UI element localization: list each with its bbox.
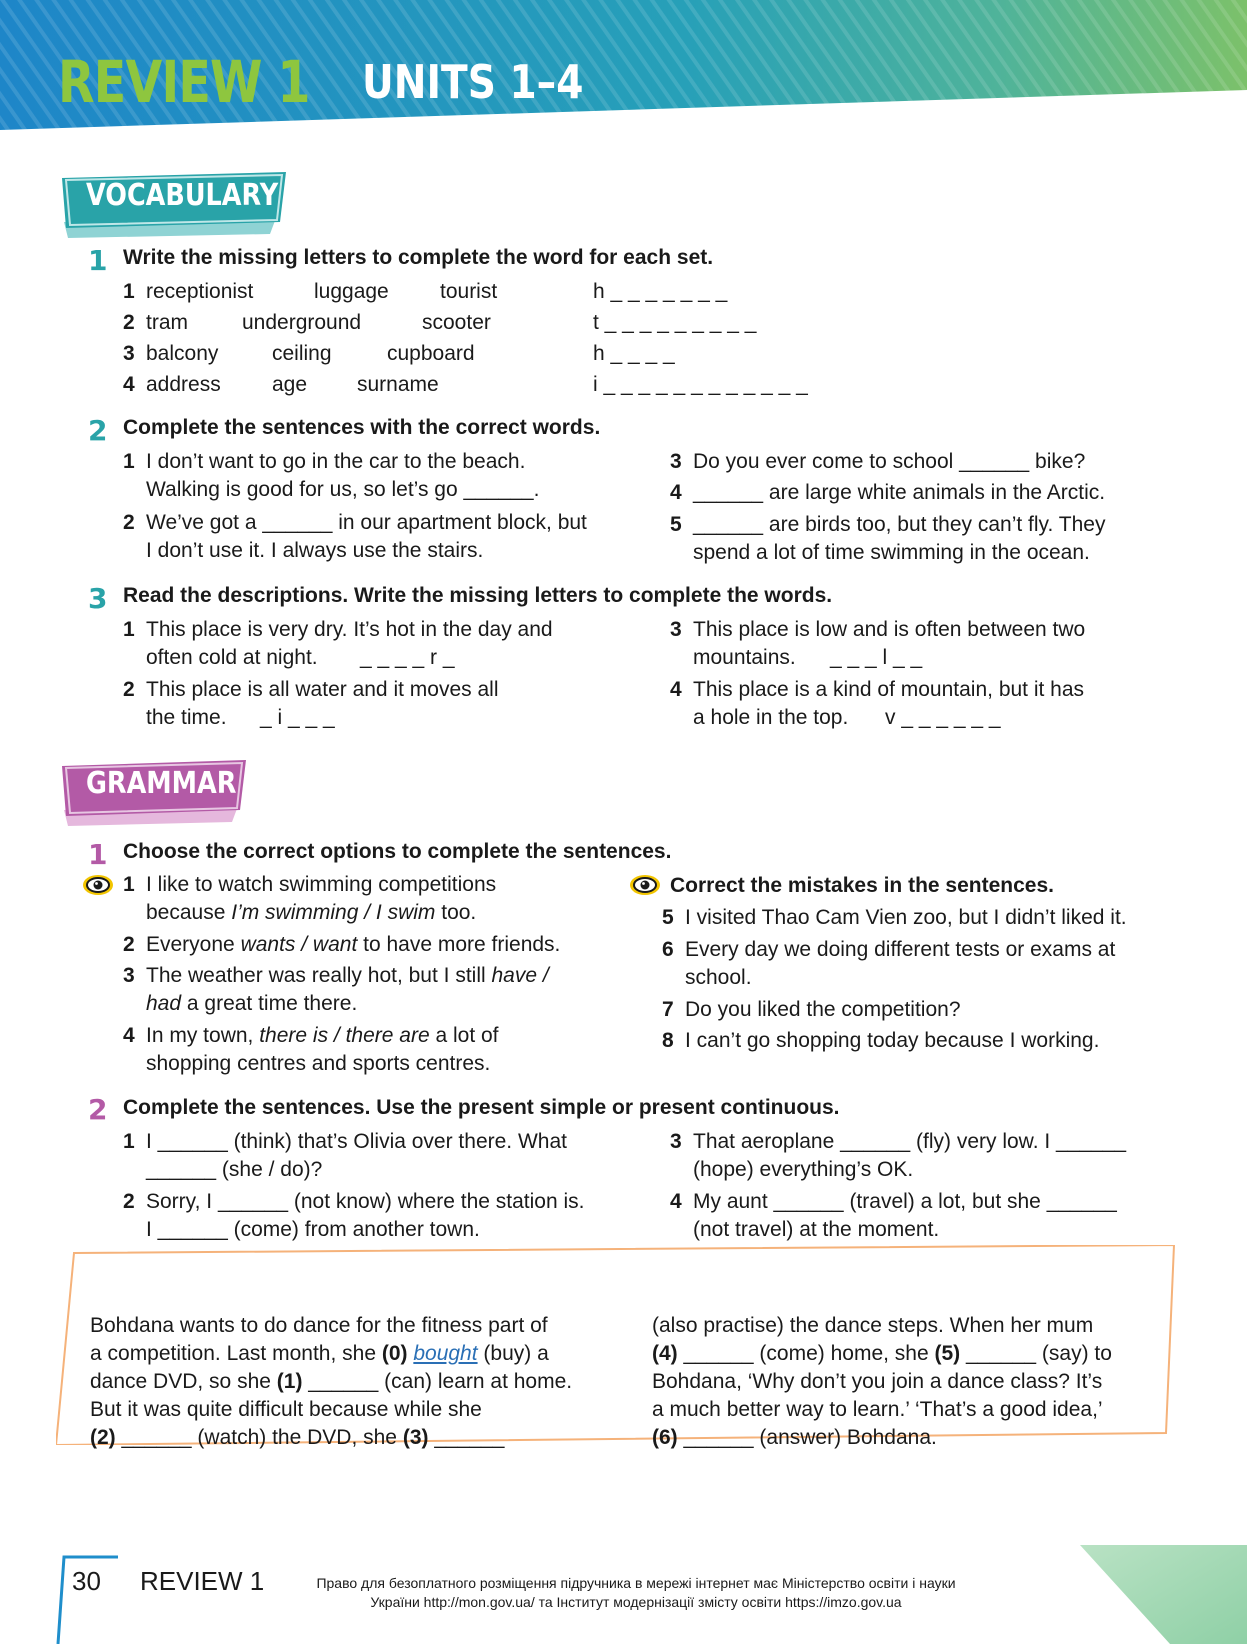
- sentence: [146, 899, 476, 927]
- text: a lot of: [429, 1024, 499, 1047]
- item-number: 2: [123, 311, 135, 334]
- answer-blank[interactable]: h _ _ _ _: [593, 342, 675, 365]
- item-number: 5: [662, 906, 674, 929]
- vocab-ex3-instruction: Read the descriptions. Write the missing letters to complete the words.: [123, 584, 833, 607]
- answer-blank[interactable]: ______ (answer) Bohdana.: [677, 1426, 937, 1449]
- answer-blank[interactable]: ______ (can) learn at home.: [302, 1370, 573, 1393]
- grammar-ex2-instruction: Complete the sentences. Use the present simple or present continuous.: [123, 1096, 840, 1119]
- answer-blank[interactable]: ______: [428, 1426, 505, 1449]
- sentence: [146, 1022, 499, 1050]
- answer-blank[interactable]: _ _ _ l _ _: [830, 646, 923, 669]
- footer-review-label: REVIEW 1: [140, 1566, 265, 1596]
- answer-blank[interactable]: i _ _ _ _ _ _ _ _ _ _ _ _: [593, 373, 808, 396]
- set-word: receptionist: [146, 280, 254, 303]
- answer-blank[interactable]: h _ _ _ _ _ _ _: [593, 280, 728, 303]
- gap-number: (0): [381, 1342, 408, 1365]
- answer-blank[interactable]: t _ _ _ _ _ _ _ _ _: [593, 311, 757, 334]
- gap-number: (1): [276, 1370, 303, 1393]
- option-choice[interactable]: wants / want: [240, 933, 358, 956]
- description: often cold at night.: [146, 646, 318, 669]
- item-number: 4: [123, 1024, 135, 1047]
- vocab-ex2-instruction: Complete the sentences with the correct words.: [123, 416, 601, 439]
- description: This place is very dry. It’s hot in the day and: [146, 618, 553, 641]
- text: because: [146, 901, 232, 924]
- set-word: luggage: [314, 280, 389, 303]
- sentence: I ______ (come) from another town.: [146, 1218, 480, 1241]
- sentence: Do you liked the competition?: [685, 998, 961, 1021]
- passage-line: Bohdana wants to do dance for the fitness part of: [90, 1314, 548, 1337]
- option-choice[interactable]: have /: [491, 964, 549, 987]
- set-word: address: [146, 373, 221, 396]
- vocab-ex1-number: 1: [88, 244, 108, 277]
- sentence: ______ are birds too, but they can’t fly. They: [693, 513, 1106, 536]
- sentence: (hope) everything’s OK.: [693, 1158, 914, 1181]
- eye-icon: [82, 873, 114, 897]
- text: (buy) a: [477, 1342, 549, 1365]
- sentence: I can’t go shopping today because I working.: [685, 1029, 1100, 1052]
- item-number: 2: [123, 933, 135, 956]
- option-choice[interactable]: there is / there are: [259, 1024, 430, 1047]
- sentence: That aeroplane ______ (fly) very low. I ______: [693, 1130, 1127, 1153]
- passage-line: [90, 1368, 572, 1396]
- sentence: We’ve got a ______ in our apartment block, but: [146, 511, 587, 534]
- grammar-ex1-number: 1: [88, 838, 108, 871]
- sentence: school.: [685, 966, 752, 989]
- item-number: 3: [670, 450, 682, 473]
- passage-line: Bohdana, ‘Why don’t you join a dance class? It’s: [652, 1370, 1103, 1393]
- sentence: Every day we doing different tests or exams at: [685, 938, 1116, 961]
- item-number: 8: [662, 1029, 674, 1052]
- correct-mistakes-instruction: Correct the mistakes in the sentences.: [670, 874, 1054, 897]
- gap-number: (6): [652, 1426, 678, 1449]
- description: the time.: [146, 706, 227, 729]
- sentence: ______ are large white animals in the Arctic.: [693, 481, 1106, 504]
- text: a competition. Last month, she: [90, 1342, 382, 1365]
- text: The weather was really hot, but I still: [146, 964, 492, 987]
- footer-copyright-note: [256, 1574, 1016, 1612]
- sentence: spend a lot of time swimming in the ocean.: [693, 541, 1090, 564]
- text: In my town,: [146, 1024, 260, 1047]
- set-word: ceiling: [272, 342, 332, 365]
- vocabulary-badge: [62, 170, 292, 222]
- vocabulary-badge-label: VOCABULARY: [86, 178, 279, 213]
- set-word: tourist: [440, 280, 498, 303]
- footer-corner-stripe: [1080, 1545, 1247, 1644]
- item-number: 1: [123, 618, 135, 641]
- text: Everyone: [146, 933, 241, 956]
- units-title: UNITS 1–4: [362, 55, 584, 109]
- answer-blank[interactable]: ______ (watch) the DVD, she: [115, 1426, 403, 1449]
- gap-number: (5): [934, 1342, 961, 1365]
- eye-icon: [629, 873, 661, 897]
- item-number: 5: [670, 513, 682, 536]
- set-word: balcony: [146, 342, 219, 365]
- item-number: 2: [123, 1190, 135, 1213]
- grammar-badge: [62, 758, 252, 810]
- answer-blank[interactable]: v _ _ _ _ _ _: [885, 706, 1001, 729]
- text: a great time there.: [181, 992, 358, 1015]
- description: This place is all water and it moves all: [146, 678, 499, 701]
- example-answer: bought: [413, 1342, 478, 1365]
- text: too.: [435, 901, 477, 924]
- set-word: age: [272, 373, 308, 396]
- description: mountains.: [693, 646, 796, 669]
- set-word: underground: [242, 311, 362, 334]
- vocab-ex1-instruction: Write the missing letters to complete the word for each set.: [123, 246, 714, 269]
- sentence: Sorry, I ______ (not know) where the station is.: [146, 1190, 585, 1213]
- gap-number: (3): [402, 1426, 429, 1449]
- description: a hole in the top.: [693, 706, 849, 729]
- item-number: 2: [123, 678, 135, 701]
- text: to have more friends.: [357, 933, 561, 956]
- answer-blank[interactable]: _ _ _ _ r _: [360, 646, 455, 669]
- item-number: 4: [123, 373, 135, 396]
- copyright-line: України http://mon.gov.ua/ та Інститут модернізації змісту освіти https://imzo.gov.ua: [370, 1594, 902, 1610]
- item-number: 7: [662, 998, 674, 1021]
- grammar-ex2-number: 2: [88, 1093, 108, 1126]
- sentence: I don’t use it. I always use the stairs.: [146, 539, 484, 562]
- item-number: 1: [123, 280, 135, 303]
- copyright-line: Право для безоплатного розміщення підручника в мережі інтернет має Міністерство освіти і науки: [316, 1575, 956, 1591]
- passage-line: [652, 1340, 1112, 1368]
- vocab-ex3-number: 3: [88, 582, 108, 615]
- option-choice[interactable]: had: [146, 992, 182, 1015]
- passage-line: [90, 1340, 549, 1368]
- grammar-ex1-instruction: Choose the correct options to complete the sentences.: [123, 840, 672, 863]
- item-number: 3: [123, 342, 135, 365]
- item-number: 6: [662, 938, 674, 961]
- item-number: 2: [123, 511, 135, 534]
- description: This place is low and is often between two: [693, 618, 1086, 641]
- gap-number: (4): [652, 1342, 678, 1365]
- review-title: REVIEW 1: [58, 48, 310, 116]
- sentence: [146, 990, 357, 1018]
- gap-number: (2): [90, 1426, 116, 1449]
- text: dance DVD, so she: [90, 1370, 277, 1393]
- passage-line: [652, 1424, 937, 1452]
- item-number: 4: [670, 481, 682, 504]
- item-number: 3: [670, 618, 682, 641]
- set-word: tram: [146, 311, 188, 334]
- sentence: I visited Thao Cam Vien zoo, but I didn’t liked it.: [685, 906, 1127, 929]
- item-number: 4: [670, 678, 682, 701]
- sentence: Do you ever come to school ______ bike?: [693, 450, 1086, 473]
- answer-blank[interactable]: ______ (come) home, she: [677, 1342, 935, 1365]
- item-number: 1: [123, 450, 135, 473]
- item-number: 4: [670, 1190, 682, 1213]
- item-number: 3: [123, 964, 135, 987]
- answer-blank[interactable]: ______ (say) to: [960, 1342, 1112, 1365]
- grammar-badge-label: GRAMMAR: [86, 766, 237, 801]
- sentence: [146, 962, 549, 990]
- item-number: 1: [123, 873, 135, 896]
- passage-line: (also practise) the dance steps. When her mum: [652, 1314, 1094, 1337]
- vocab-ex2-number: 2: [88, 414, 108, 447]
- sentence: I like to watch swimming competitions: [146, 873, 497, 896]
- passage-line: But it was quite difficult because while she: [90, 1398, 482, 1421]
- item-number: 1: [123, 1130, 135, 1153]
- set-word: scooter: [422, 311, 491, 334]
- sentence: ______ (she / do)?: [146, 1158, 323, 1181]
- description: This place is a kind of mountain, but it has: [693, 678, 1085, 701]
- answer-blank[interactable]: _ i _ _ _: [260, 706, 335, 729]
- sentence: (not travel) at the moment.: [693, 1218, 940, 1241]
- passage-line: [90, 1424, 504, 1452]
- sentence: I ______ (think) that’s Olivia over there. What: [146, 1130, 567, 1153]
- passage-line: a much better way to learn.’ ‘That’s a good idea,’: [652, 1398, 1103, 1421]
- item-number: 3: [670, 1130, 682, 1153]
- set-word: surname: [357, 373, 439, 396]
- set-word: cupboard: [387, 342, 475, 365]
- sentence: Walking is good for us, so let’s go ______.: [146, 478, 540, 501]
- sentence: shopping centres and sports centres.: [146, 1052, 491, 1075]
- option-choice[interactable]: I’m swimming / I swim: [231, 901, 436, 924]
- sentence: My aunt ______ (travel) a lot, but she ______: [693, 1190, 1117, 1213]
- sentence: I don’t want to go in the car to the beach.: [146, 450, 526, 473]
- page-header: [0, 0, 1247, 135]
- sentence: [146, 931, 560, 959]
- page-number: 30: [72, 1566, 101, 1596]
